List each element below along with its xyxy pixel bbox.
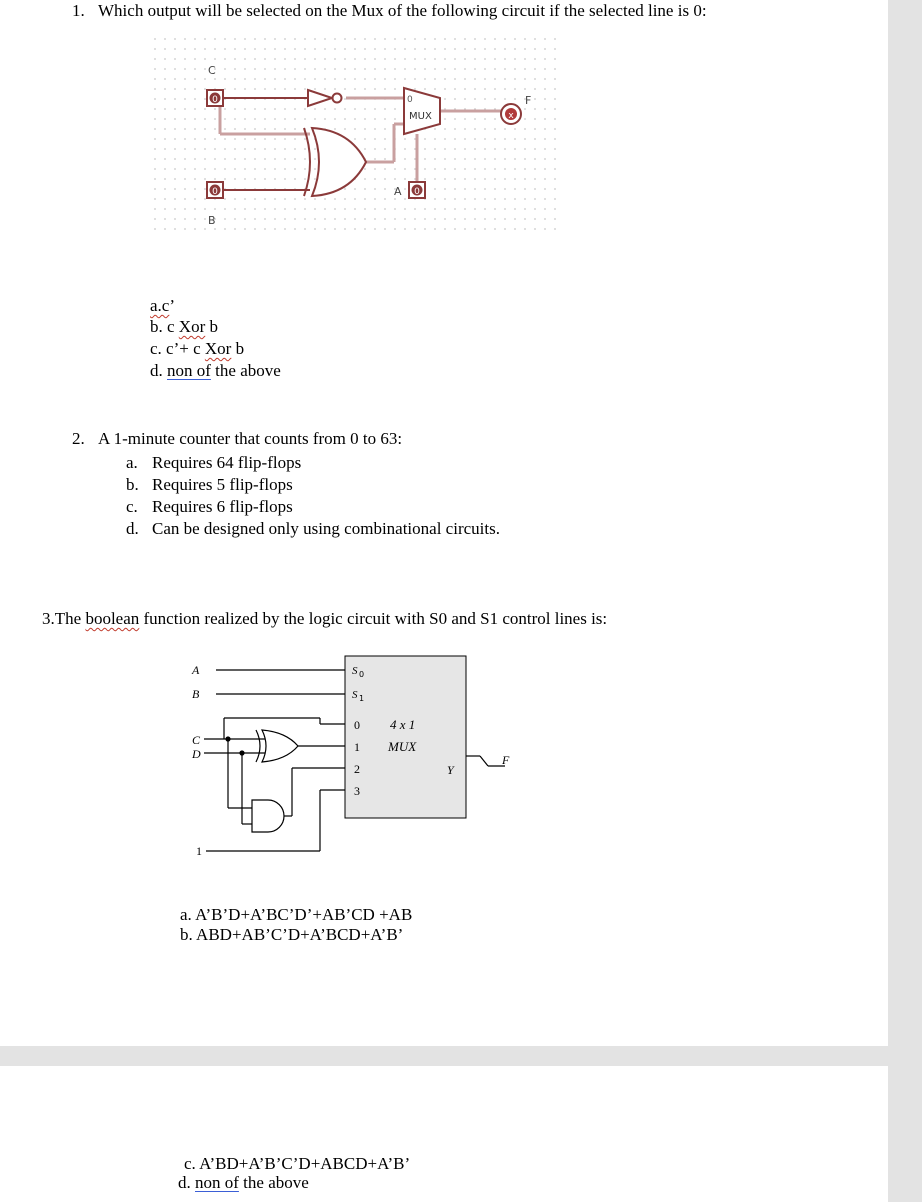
select-a-pin <box>409 182 425 198</box>
q3-mux-output: Y <box>447 763 454 777</box>
input-b-value: 0 <box>212 187 218 197</box>
q2-option-c-letter: c. <box>126 497 138 516</box>
q3-option-d-non: non of <box>195 1173 239 1192</box>
q3-mux-title: 4 x 1 <box>390 717 416 732</box>
q3-option-d-prefix: d. <box>178 1173 195 1192</box>
q3-option-d <box>178 1173 309 1193</box>
q3-circuit-diagram <box>180 650 530 860</box>
q3-input-d: D <box>192 747 201 761</box>
q3-input-one: 1 <box>196 844 202 858</box>
q1-option-b-xor: Xor <box>178 317 206 336</box>
q1-circuit-diagram <box>150 34 564 234</box>
select-a-label: A <box>394 185 402 198</box>
q3-question-prefix: 3.The <box>42 609 86 628</box>
input-c-value: 0 <box>212 95 218 105</box>
mux-label: MUX <box>409 111 432 122</box>
q3-mux-box <box>345 656 466 818</box>
q3-question <box>42 609 607 629</box>
q1-option-d-suffix: the above <box>210 361 281 380</box>
q2-option-b-letter: b. <box>126 475 139 494</box>
q2-option-c: Requires 6 flip-flops <box>152 497 293 516</box>
q3-question-boolean: boolean <box>85 609 140 628</box>
output-f-pin <box>501 104 521 124</box>
document-page-2 <box>0 1066 888 1202</box>
q1-option-d-non: non of <box>167 361 211 380</box>
q3-mux-input-2: 2 <box>354 762 360 776</box>
q3-output-f: F <box>502 753 510 767</box>
q3-s1-label: S <box>352 689 358 701</box>
q3-s0-sub: 0 <box>359 670 365 679</box>
q3-input-a: A <box>192 663 200 677</box>
q2-option-b: Requires 5 flip-flops <box>152 475 293 494</box>
q1-option-b-prefix: b. c <box>150 317 179 336</box>
output-f-value: x <box>508 111 514 121</box>
q1-number: 1. <box>72 1 85 20</box>
q1-option-d <box>150 361 281 381</box>
q1-question: Which output will be selected on the Mux of the following circuit if the selected line is 0: <box>98 1 707 20</box>
q3-option-c: c. A’BD+A’B’C’D+ABCD+A’B’ <box>184 1154 411 1173</box>
input-b-label: B <box>208 214 216 227</box>
q3-mux-input-3: 3 <box>354 784 360 798</box>
q1-option-b <box>150 317 218 337</box>
select-a-value: 0 <box>414 187 420 197</box>
q3-input-c: C <box>192 733 201 747</box>
q1-option-c-xor: Xor <box>204 339 232 358</box>
q3-input-b: B <box>192 687 200 701</box>
q3-mux-input-0: 0 <box>354 718 360 732</box>
mux-port-0: 0 <box>407 95 413 105</box>
q3-mux-input-1: 1 <box>354 740 360 754</box>
q3-option-d-suffix: the above <box>238 1173 309 1192</box>
q1-option-c-suffix: b <box>231 339 245 358</box>
q3-option-a: a. A’B’D+A’BC’D’+AB’CD +AB <box>180 905 413 924</box>
output-f-label: F <box>525 94 532 107</box>
q1-option-b-suffix: b <box>205 317 218 336</box>
q2-question: A 1-minute counter that counts from 0 to 63: <box>98 429 403 448</box>
q2-option-a: Requires 64 flip-flops <box>152 453 302 472</box>
q1-option-c-prefix: c. c’+ c <box>150 339 205 358</box>
input-b-pin <box>207 182 223 198</box>
q3-option-b: b. ABD+AB’C’D+A’BCD+A’B’ <box>180 925 404 944</box>
q3-question-suffix: function realized by the logic circuit with S0 and S1 control lines is: <box>139 609 608 628</box>
q2-option-d-letter: d. <box>126 519 139 538</box>
q1-option-a-text: a.c <box>150 296 170 315</box>
q1-option-c <box>150 339 244 359</box>
q2-option-a-letter: a. <box>126 453 138 472</box>
q3-xor-gate <box>256 730 298 762</box>
q3-s0-label: S <box>352 665 358 677</box>
input-c-pin <box>207 90 223 106</box>
q1-option-d-prefix: d. <box>150 361 167 380</box>
q3-s1-sub: 1 <box>359 694 365 703</box>
q3-and-gate <box>252 800 284 832</box>
q2-number: 2. <box>72 429 85 448</box>
q1-option-a-suffix: ’ <box>169 296 176 315</box>
q2-option-d: Can be designed only using combinational circuits. <box>152 519 500 538</box>
input-c-label: C <box>208 64 216 77</box>
q3-mux-name: MUX <box>388 739 417 754</box>
q1-option-a <box>150 296 175 316</box>
